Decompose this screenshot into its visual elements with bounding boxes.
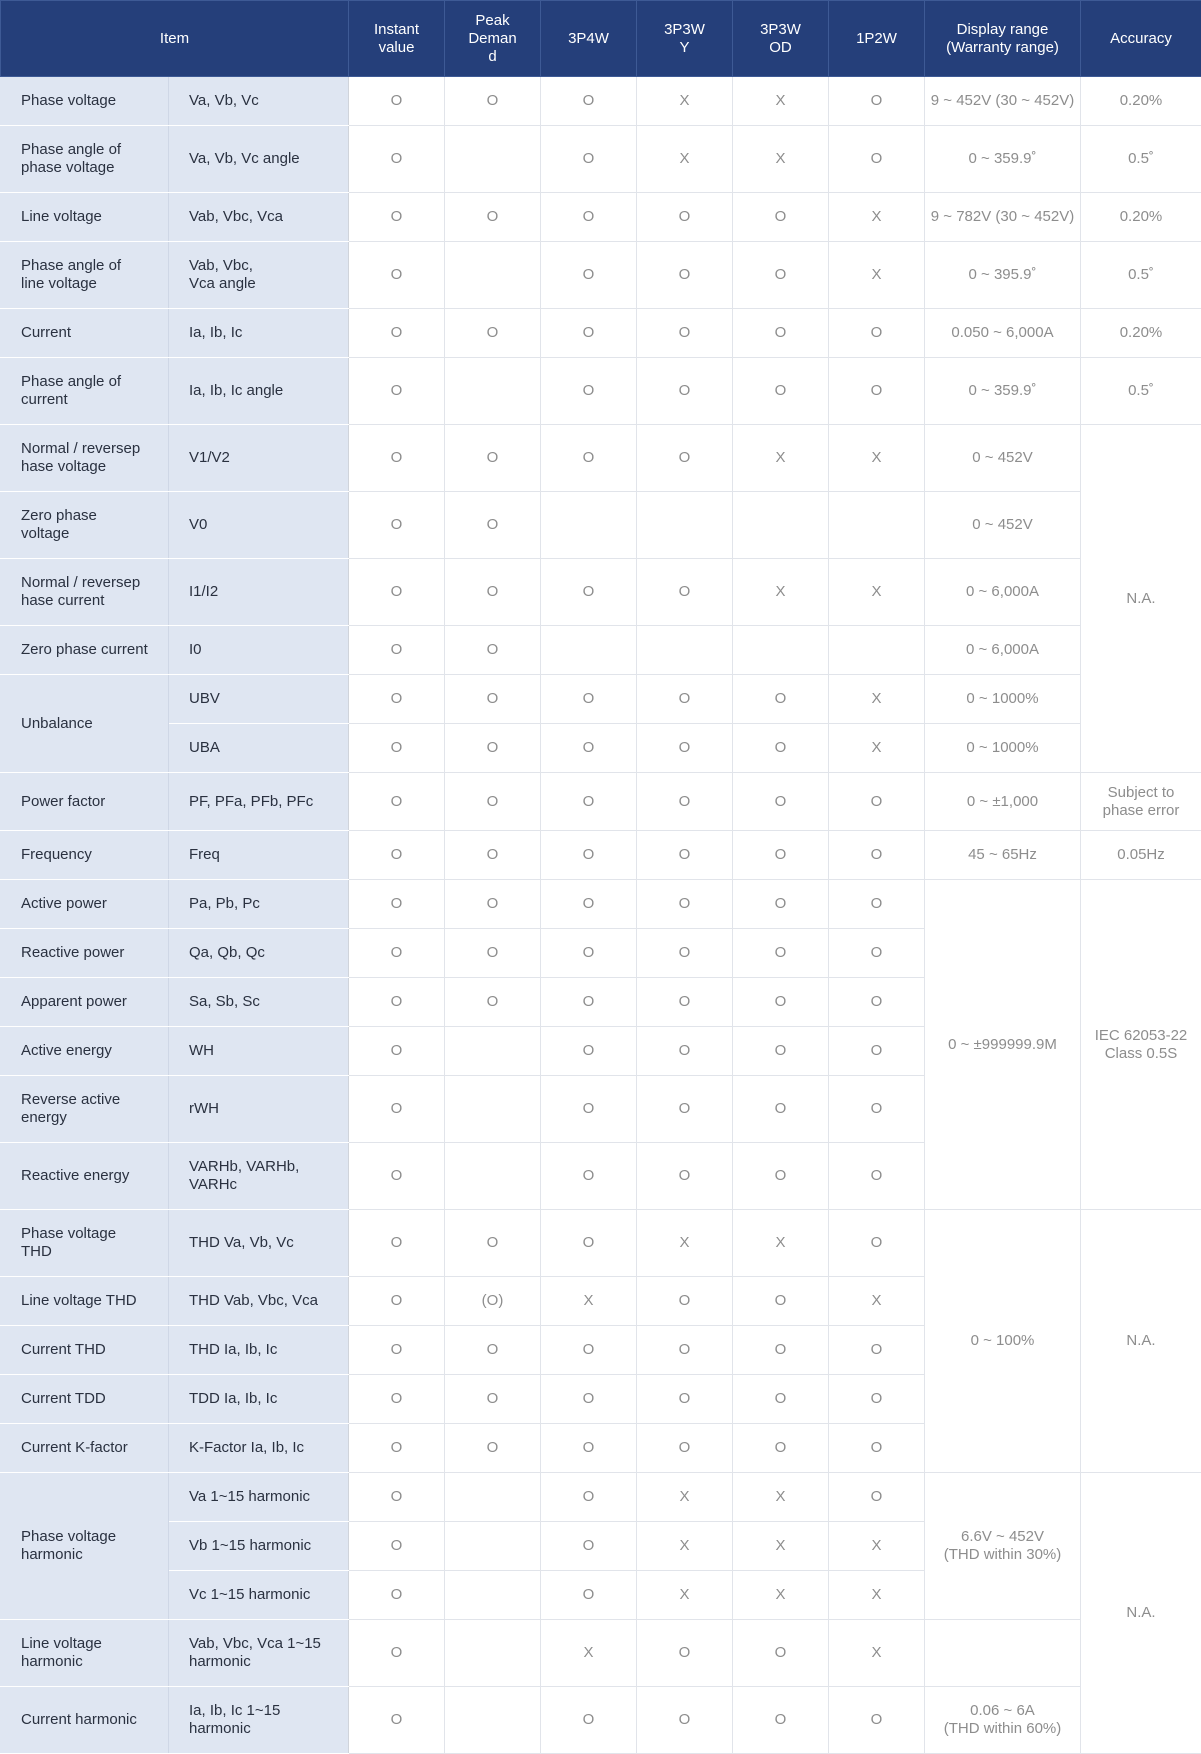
display-range: 0 ~ ±999999.9M xyxy=(925,880,1081,1210)
table-row xyxy=(1,773,1201,831)
cell-3p4w: O xyxy=(541,1522,637,1571)
cell-instant-value: O xyxy=(349,425,445,492)
display-range: 0 ~ 395.9˚ xyxy=(925,242,1081,309)
cell-peak-demand: O xyxy=(445,831,541,880)
cell-3p4w: O xyxy=(541,1326,637,1375)
cell-3p3w-y: O xyxy=(637,1424,733,1473)
display-range: 0 ~ 359.9˚ xyxy=(925,358,1081,425)
item-name: Phase voltage THD xyxy=(1,1210,169,1277)
item-parameter: V1/V2 xyxy=(169,425,349,492)
cell-3p3w-y: O xyxy=(637,880,733,929)
table-row xyxy=(1,1473,1201,1522)
cell-1p2w: O xyxy=(829,1687,925,1754)
cell-3p3w-od: X xyxy=(733,1571,829,1620)
cell-3p4w: O xyxy=(541,773,637,831)
cell-3p3w-y: O xyxy=(637,309,733,358)
item-name: Current harmonic xyxy=(1,1687,169,1754)
item-name: Line voltage harmonic xyxy=(1,1620,169,1687)
cell-peak-demand: O xyxy=(445,77,541,126)
display-range: 0.050 ~ 6,000A xyxy=(925,309,1081,358)
cell-peak-demand: O xyxy=(445,1326,541,1375)
cell-3p3w-y: O xyxy=(637,929,733,978)
cell-3p3w-y: X xyxy=(637,77,733,126)
accuracy: 0.20% xyxy=(1081,193,1201,242)
cell-1p2w: O xyxy=(829,929,925,978)
cell-instant-value: O xyxy=(349,1143,445,1210)
item-name: Active power xyxy=(1,880,169,929)
cell-3p3w-od: X xyxy=(733,1473,829,1522)
cell-1p2w xyxy=(829,626,925,675)
item-name: Reactive power xyxy=(1,929,169,978)
item-parameter: Vc 1~15 harmonic xyxy=(169,1571,349,1620)
display-range: 0 ~ 452V xyxy=(925,425,1081,492)
cell-1p2w: X xyxy=(829,242,925,309)
cell-peak-demand xyxy=(445,1571,541,1620)
item-parameter: Va 1~15 harmonic xyxy=(169,1473,349,1522)
cell-peak-demand: O xyxy=(445,1424,541,1473)
header-item: Item xyxy=(1,1,349,77)
table-row xyxy=(1,126,1201,193)
table-row xyxy=(1,193,1201,242)
cell-instant-value: O xyxy=(349,1687,445,1754)
cell-peak-demand: O xyxy=(445,626,541,675)
cell-3p4w: O xyxy=(541,831,637,880)
header-1p2w: 1P2W xyxy=(829,1,925,77)
cell-instant-value: O xyxy=(349,1375,445,1424)
cell-3p4w: O xyxy=(541,242,637,309)
cell-3p4w: O xyxy=(541,1571,637,1620)
display-range: 0 ~ 452V xyxy=(925,492,1081,559)
display-range: 0 ~ 359.9˚ xyxy=(925,126,1081,193)
cell-instant-value: O xyxy=(349,77,445,126)
cell-3p4w: O xyxy=(541,1424,637,1473)
cell-instant-value: O xyxy=(349,1522,445,1571)
cell-3p3w-y: O xyxy=(637,724,733,773)
cell-3p3w-y: O xyxy=(637,425,733,492)
cell-1p2w: O xyxy=(829,1076,925,1143)
cell-3p3w-od: O xyxy=(733,1326,829,1375)
cell-instant-value: O xyxy=(349,1473,445,1522)
item-name: Current THD xyxy=(1,1326,169,1375)
item-name: Phase angle of current xyxy=(1,358,169,425)
cell-3p3w-y: O xyxy=(637,193,733,242)
cell-3p4w: O xyxy=(541,1375,637,1424)
cell-3p3w-y: O xyxy=(637,978,733,1027)
cell-1p2w: O xyxy=(829,1326,925,1375)
cell-3p3w-y xyxy=(637,626,733,675)
cell-instant-value: O xyxy=(349,193,445,242)
cell-peak-demand: O xyxy=(445,773,541,831)
table-row xyxy=(1,880,1201,929)
accuracy: N.A. xyxy=(1081,425,1201,773)
item-name: Current K-factor xyxy=(1,1424,169,1473)
cell-3p3w-od: O xyxy=(733,1424,829,1473)
item-name: Current TDD xyxy=(1,1375,169,1424)
cell-3p3w-y: O xyxy=(637,1277,733,1326)
display-range xyxy=(925,1620,1081,1687)
cell-peak-demand: O xyxy=(445,929,541,978)
cell-3p4w: O xyxy=(541,1210,637,1277)
cell-3p3w-od: O xyxy=(733,978,829,1027)
table-row xyxy=(1,1620,1201,1687)
cell-1p2w: X xyxy=(829,724,925,773)
cell-3p4w: X xyxy=(541,1277,637,1326)
display-range: 0 ~ 1000% xyxy=(925,675,1081,724)
accuracy: 0.5˚ xyxy=(1081,126,1201,193)
accuracy: Subject to phase error xyxy=(1081,773,1201,831)
item-name: Unbalance xyxy=(1,675,169,773)
cell-peak-demand: (O) xyxy=(445,1277,541,1326)
cell-1p2w xyxy=(829,492,925,559)
display-range: 0 ~ 100% xyxy=(925,1210,1081,1473)
cell-3p4w: O xyxy=(541,425,637,492)
item-name: Line voltage xyxy=(1,193,169,242)
cell-1p2w: X xyxy=(829,425,925,492)
cell-3p3w-od: O xyxy=(733,193,829,242)
item-parameter: V0 xyxy=(169,492,349,559)
item-name: Current xyxy=(1,309,169,358)
item-name: Line voltage THD xyxy=(1,1277,169,1326)
header-instant-value: Instant value xyxy=(349,1,445,77)
cell-3p3w-od: O xyxy=(733,1687,829,1754)
item-parameter: PF, PFa, PFb, PFc xyxy=(169,773,349,831)
item-parameter: I1/I2 xyxy=(169,559,349,626)
cell-peak-demand: O xyxy=(445,1375,541,1424)
cell-instant-value: O xyxy=(349,675,445,724)
cell-3p4w: X xyxy=(541,1620,637,1687)
header-row xyxy=(1,1,1201,77)
cell-peak-demand: O xyxy=(445,559,541,626)
cell-3p4w: O xyxy=(541,1027,637,1076)
cell-3p4w: O xyxy=(541,978,637,1027)
table-row xyxy=(1,831,1201,880)
cell-1p2w: X xyxy=(829,559,925,626)
cell-3p3w-y: O xyxy=(637,1620,733,1687)
cell-3p4w: O xyxy=(541,358,637,425)
cell-3p4w: O xyxy=(541,77,637,126)
cell-1p2w: X xyxy=(829,1620,925,1687)
cell-instant-value: O xyxy=(349,1277,445,1326)
item-parameter: Pa, Pb, Pc xyxy=(169,880,349,929)
cell-instant-value: O xyxy=(349,724,445,773)
item-name: Phase voltage xyxy=(1,77,169,126)
item-parameter: Ia, Ib, Ic 1~15 harmonic xyxy=(169,1687,349,1754)
table-row xyxy=(1,1687,1201,1754)
item-parameter: THD Ia, Ib, Ic xyxy=(169,1326,349,1375)
cell-1p2w: O xyxy=(829,1210,925,1277)
cell-3p3w-y: O xyxy=(637,1375,733,1424)
header-3p4w: 3P4W xyxy=(541,1,637,77)
cell-3p3w-y: X xyxy=(637,1571,733,1620)
cell-3p3w-od: O xyxy=(733,1027,829,1076)
cell-3p3w-y: O xyxy=(637,773,733,831)
display-range: 45 ~ 65Hz xyxy=(925,831,1081,880)
item-parameter: Ia, Ib, Ic xyxy=(169,309,349,358)
cell-instant-value: O xyxy=(349,1620,445,1687)
cell-3p4w: O xyxy=(541,929,637,978)
cell-1p2w: O xyxy=(829,358,925,425)
item-name: Active energy xyxy=(1,1027,169,1076)
item-name: Zero phase voltage xyxy=(1,492,169,559)
cell-1p2w: O xyxy=(829,77,925,126)
cell-peak-demand xyxy=(445,242,541,309)
cell-instant-value: O xyxy=(349,1326,445,1375)
accuracy: 0.05Hz xyxy=(1081,831,1201,880)
item-parameter: Sa, Sb, Sc xyxy=(169,978,349,1027)
cell-3p3w-y: O xyxy=(637,1687,733,1754)
cell-3p3w-y: O xyxy=(637,559,733,626)
cell-1p2w: O xyxy=(829,773,925,831)
item-name: Apparent power xyxy=(1,978,169,1027)
cell-peak-demand: O xyxy=(445,1210,541,1277)
cell-3p3w-od xyxy=(733,492,829,559)
cell-3p3w-y: X xyxy=(637,1473,733,1522)
cell-1p2w: O xyxy=(829,1143,925,1210)
item-parameter: rWH xyxy=(169,1076,349,1143)
cell-peak-demand xyxy=(445,1143,541,1210)
cell-instant-value: O xyxy=(349,831,445,880)
cell-3p3w-y xyxy=(637,492,733,559)
cell-instant-value: O xyxy=(349,559,445,626)
cell-3p3w-od: X xyxy=(733,126,829,193)
cell-instant-value: O xyxy=(349,929,445,978)
cell-3p3w-od: O xyxy=(733,1620,829,1687)
table-row xyxy=(1,358,1201,425)
cell-3p3w-y: O xyxy=(637,675,733,724)
item-parameter: Qa, Qb, Qc xyxy=(169,929,349,978)
cell-3p3w-od: X xyxy=(733,1522,829,1571)
cell-3p3w-y: X xyxy=(637,1210,733,1277)
display-range: 0 ~ ±1,000 xyxy=(925,773,1081,831)
cell-3p3w-od: O xyxy=(733,242,829,309)
cell-1p2w: O xyxy=(829,1473,925,1522)
cell-3p3w-y: O xyxy=(637,1143,733,1210)
item-parameter: Vab, Vbc, Vca angle xyxy=(169,242,349,309)
display-range: 9 ~ 452V (30 ~ 452V) xyxy=(925,77,1081,126)
cell-peak-demand xyxy=(445,358,541,425)
cell-3p3w-od: O xyxy=(733,1375,829,1424)
cell-3p3w-od: O xyxy=(733,880,829,929)
cell-instant-value: O xyxy=(349,309,445,358)
accuracy: N.A. xyxy=(1081,1473,1201,1754)
table-row xyxy=(1,559,1201,626)
header-3p3w-od: 3P3W OD xyxy=(733,1,829,77)
cell-3p4w: O xyxy=(541,724,637,773)
item-parameter: Vab, Vbc, Vca xyxy=(169,193,349,242)
cell-3p3w-od: O xyxy=(733,773,829,831)
cell-3p3w-y: O xyxy=(637,1027,733,1076)
cell-1p2w: X xyxy=(829,1522,925,1571)
table-row xyxy=(1,309,1201,358)
table-row xyxy=(1,425,1201,492)
display-range: 0 ~ 6,000A xyxy=(925,559,1081,626)
cell-3p3w-od: X xyxy=(733,425,829,492)
cell-instant-value: O xyxy=(349,1571,445,1620)
cell-3p3w-od: O xyxy=(733,358,829,425)
cell-3p3w-od: X xyxy=(733,1210,829,1277)
accuracy: IEC 62053-22 Class 0.5S xyxy=(1081,880,1201,1210)
item-parameter: K-Factor Ia, Ib, Ic xyxy=(169,1424,349,1473)
item-parameter: Freq xyxy=(169,831,349,880)
table-row xyxy=(1,242,1201,309)
item-parameter: Vab, Vbc, Vca 1~15 harmonic xyxy=(169,1620,349,1687)
display-range: 9 ~ 782V (30 ~ 452V) xyxy=(925,193,1081,242)
accuracy: 0.20% xyxy=(1081,309,1201,358)
display-range: 0 ~ 1000% xyxy=(925,724,1081,773)
cell-instant-value: O xyxy=(349,492,445,559)
cell-peak-demand xyxy=(445,1027,541,1076)
cell-instant-value: O xyxy=(349,358,445,425)
item-parameter: UBA xyxy=(169,724,349,773)
item-parameter: Vb 1~15 harmonic xyxy=(169,1522,349,1571)
cell-3p4w xyxy=(541,492,637,559)
cell-peak-demand xyxy=(445,1687,541,1754)
accuracy: 0.5˚ xyxy=(1081,358,1201,425)
table-row xyxy=(1,626,1201,675)
item-name: Phase angle of line voltage xyxy=(1,242,169,309)
item-parameter: Ia, Ib, Ic angle xyxy=(169,358,349,425)
cell-peak-demand: O xyxy=(445,724,541,773)
cell-3p3w-od: O xyxy=(733,724,829,773)
item-parameter: UBV xyxy=(169,675,349,724)
cell-1p2w: O xyxy=(829,978,925,1027)
item-name: Frequency xyxy=(1,831,169,880)
cell-peak-demand: O xyxy=(445,425,541,492)
table-row xyxy=(1,1210,1201,1277)
cell-1p2w: O xyxy=(829,880,925,929)
item-parameter: Va, Vb, Vc angle xyxy=(169,126,349,193)
cell-3p4w: O xyxy=(541,559,637,626)
accuracy: N.A. xyxy=(1081,1210,1201,1473)
cell-instant-value: O xyxy=(349,1027,445,1076)
item-name: Phase voltage harmonic xyxy=(1,1473,169,1620)
item-name: Zero phase current xyxy=(1,626,169,675)
item-name: Reactive energy xyxy=(1,1143,169,1210)
cell-1p2w: O xyxy=(829,831,925,880)
cell-3p4w: O xyxy=(541,1143,637,1210)
cell-peak-demand xyxy=(445,1522,541,1571)
cell-3p3w-od: O xyxy=(733,929,829,978)
cell-3p3w-od: X xyxy=(733,77,829,126)
accuracy: 0.5˚ xyxy=(1081,242,1201,309)
cell-3p4w: O xyxy=(541,1687,637,1754)
table-row xyxy=(1,77,1201,126)
table-row xyxy=(1,675,1201,724)
cell-peak-demand: O xyxy=(445,492,541,559)
cell-3p4w: O xyxy=(541,675,637,724)
item-parameter: I0 xyxy=(169,626,349,675)
cell-3p3w-y: O xyxy=(637,831,733,880)
cell-3p3w-y: O xyxy=(637,358,733,425)
cell-3p4w: O xyxy=(541,309,637,358)
cell-3p3w-y: O xyxy=(637,1076,733,1143)
table-row xyxy=(1,492,1201,559)
item-parameter: VARHb, VARHb, VARHc xyxy=(169,1143,349,1210)
cell-peak-demand xyxy=(445,126,541,193)
cell-instant-value: O xyxy=(349,626,445,675)
cell-peak-demand xyxy=(445,1620,541,1687)
cell-1p2w: O xyxy=(829,1375,925,1424)
cell-3p3w-od: O xyxy=(733,831,829,880)
cell-3p4w: O xyxy=(541,880,637,929)
cell-3p4w xyxy=(541,626,637,675)
cell-3p3w-od: X xyxy=(733,559,829,626)
cell-peak-demand: O xyxy=(445,978,541,1027)
cell-1p2w: O xyxy=(829,309,925,358)
item-name: Reverse active energy xyxy=(1,1076,169,1143)
cell-1p2w: O xyxy=(829,1424,925,1473)
item-parameter: THD Va, Vb, Vc xyxy=(169,1210,349,1277)
header-peak-demand: Peak Deman d xyxy=(445,1,541,77)
cell-instant-value: O xyxy=(349,978,445,1027)
cell-peak-demand: O xyxy=(445,193,541,242)
cell-3p3w-y: O xyxy=(637,1326,733,1375)
cell-instant-value: O xyxy=(349,880,445,929)
cell-1p2w: X xyxy=(829,1571,925,1620)
cell-3p3w-y: X xyxy=(637,126,733,193)
cell-instant-value: O xyxy=(349,773,445,831)
table-row xyxy=(1,724,1201,773)
item-name: Normal / reversep hase current xyxy=(1,559,169,626)
cell-3p4w: O xyxy=(541,1473,637,1522)
header-display-range: Display range (Warranty range) xyxy=(925,1,1081,77)
cell-instant-value: O xyxy=(349,126,445,193)
display-range: 0.06 ~ 6A (THD within 60%) xyxy=(925,1687,1081,1754)
cell-3p3w-od xyxy=(733,626,829,675)
item-name: Normal / reversep hase voltage xyxy=(1,425,169,492)
item-name: Phase angle of phase voltage xyxy=(1,126,169,193)
cell-peak-demand: O xyxy=(445,880,541,929)
cell-3p3w-od: O xyxy=(733,1143,829,1210)
cell-3p4w: O xyxy=(541,1076,637,1143)
cell-1p2w: X xyxy=(829,675,925,724)
cell-3p4w: O xyxy=(541,126,637,193)
cell-3p4w: O xyxy=(541,193,637,242)
display-range: 6.6V ~ 452V (THD within 30%) xyxy=(925,1473,1081,1620)
cell-3p3w-y: X xyxy=(637,1522,733,1571)
accuracy: 0.20% xyxy=(1081,77,1201,126)
cell-1p2w: X xyxy=(829,1277,925,1326)
item-parameter: THD Vab, Vbc, Vca xyxy=(169,1277,349,1326)
cell-instant-value: O xyxy=(349,1424,445,1473)
cell-3p3w-od: O xyxy=(733,675,829,724)
cell-instant-value: O xyxy=(349,242,445,309)
cell-1p2w: O xyxy=(829,126,925,193)
item-parameter: WH xyxy=(169,1027,349,1076)
item-parameter: TDD Ia, Ib, Ic xyxy=(169,1375,349,1424)
cell-instant-value: O xyxy=(349,1210,445,1277)
cell-3p3w-od: O xyxy=(733,1277,829,1326)
cell-3p3w-y: O xyxy=(637,242,733,309)
cell-1p2w: X xyxy=(829,193,925,242)
cell-instant-value: O xyxy=(349,1076,445,1143)
header-3p3w-y: 3P3W Y xyxy=(637,1,733,77)
item-name: Power factor xyxy=(1,773,169,831)
cell-1p2w: O xyxy=(829,1027,925,1076)
display-range: 0 ~ 6,000A xyxy=(925,626,1081,675)
cell-peak-demand xyxy=(445,1076,541,1143)
item-parameter: Va, Vb, Vc xyxy=(169,77,349,126)
cell-peak-demand: O xyxy=(445,675,541,724)
cell-peak-demand xyxy=(445,1473,541,1522)
header-accuracy: Accuracy xyxy=(1081,1,1201,77)
cell-3p3w-od: O xyxy=(733,309,829,358)
cell-3p3w-od: O xyxy=(733,1076,829,1143)
cell-peak-demand: O xyxy=(445,309,541,358)
